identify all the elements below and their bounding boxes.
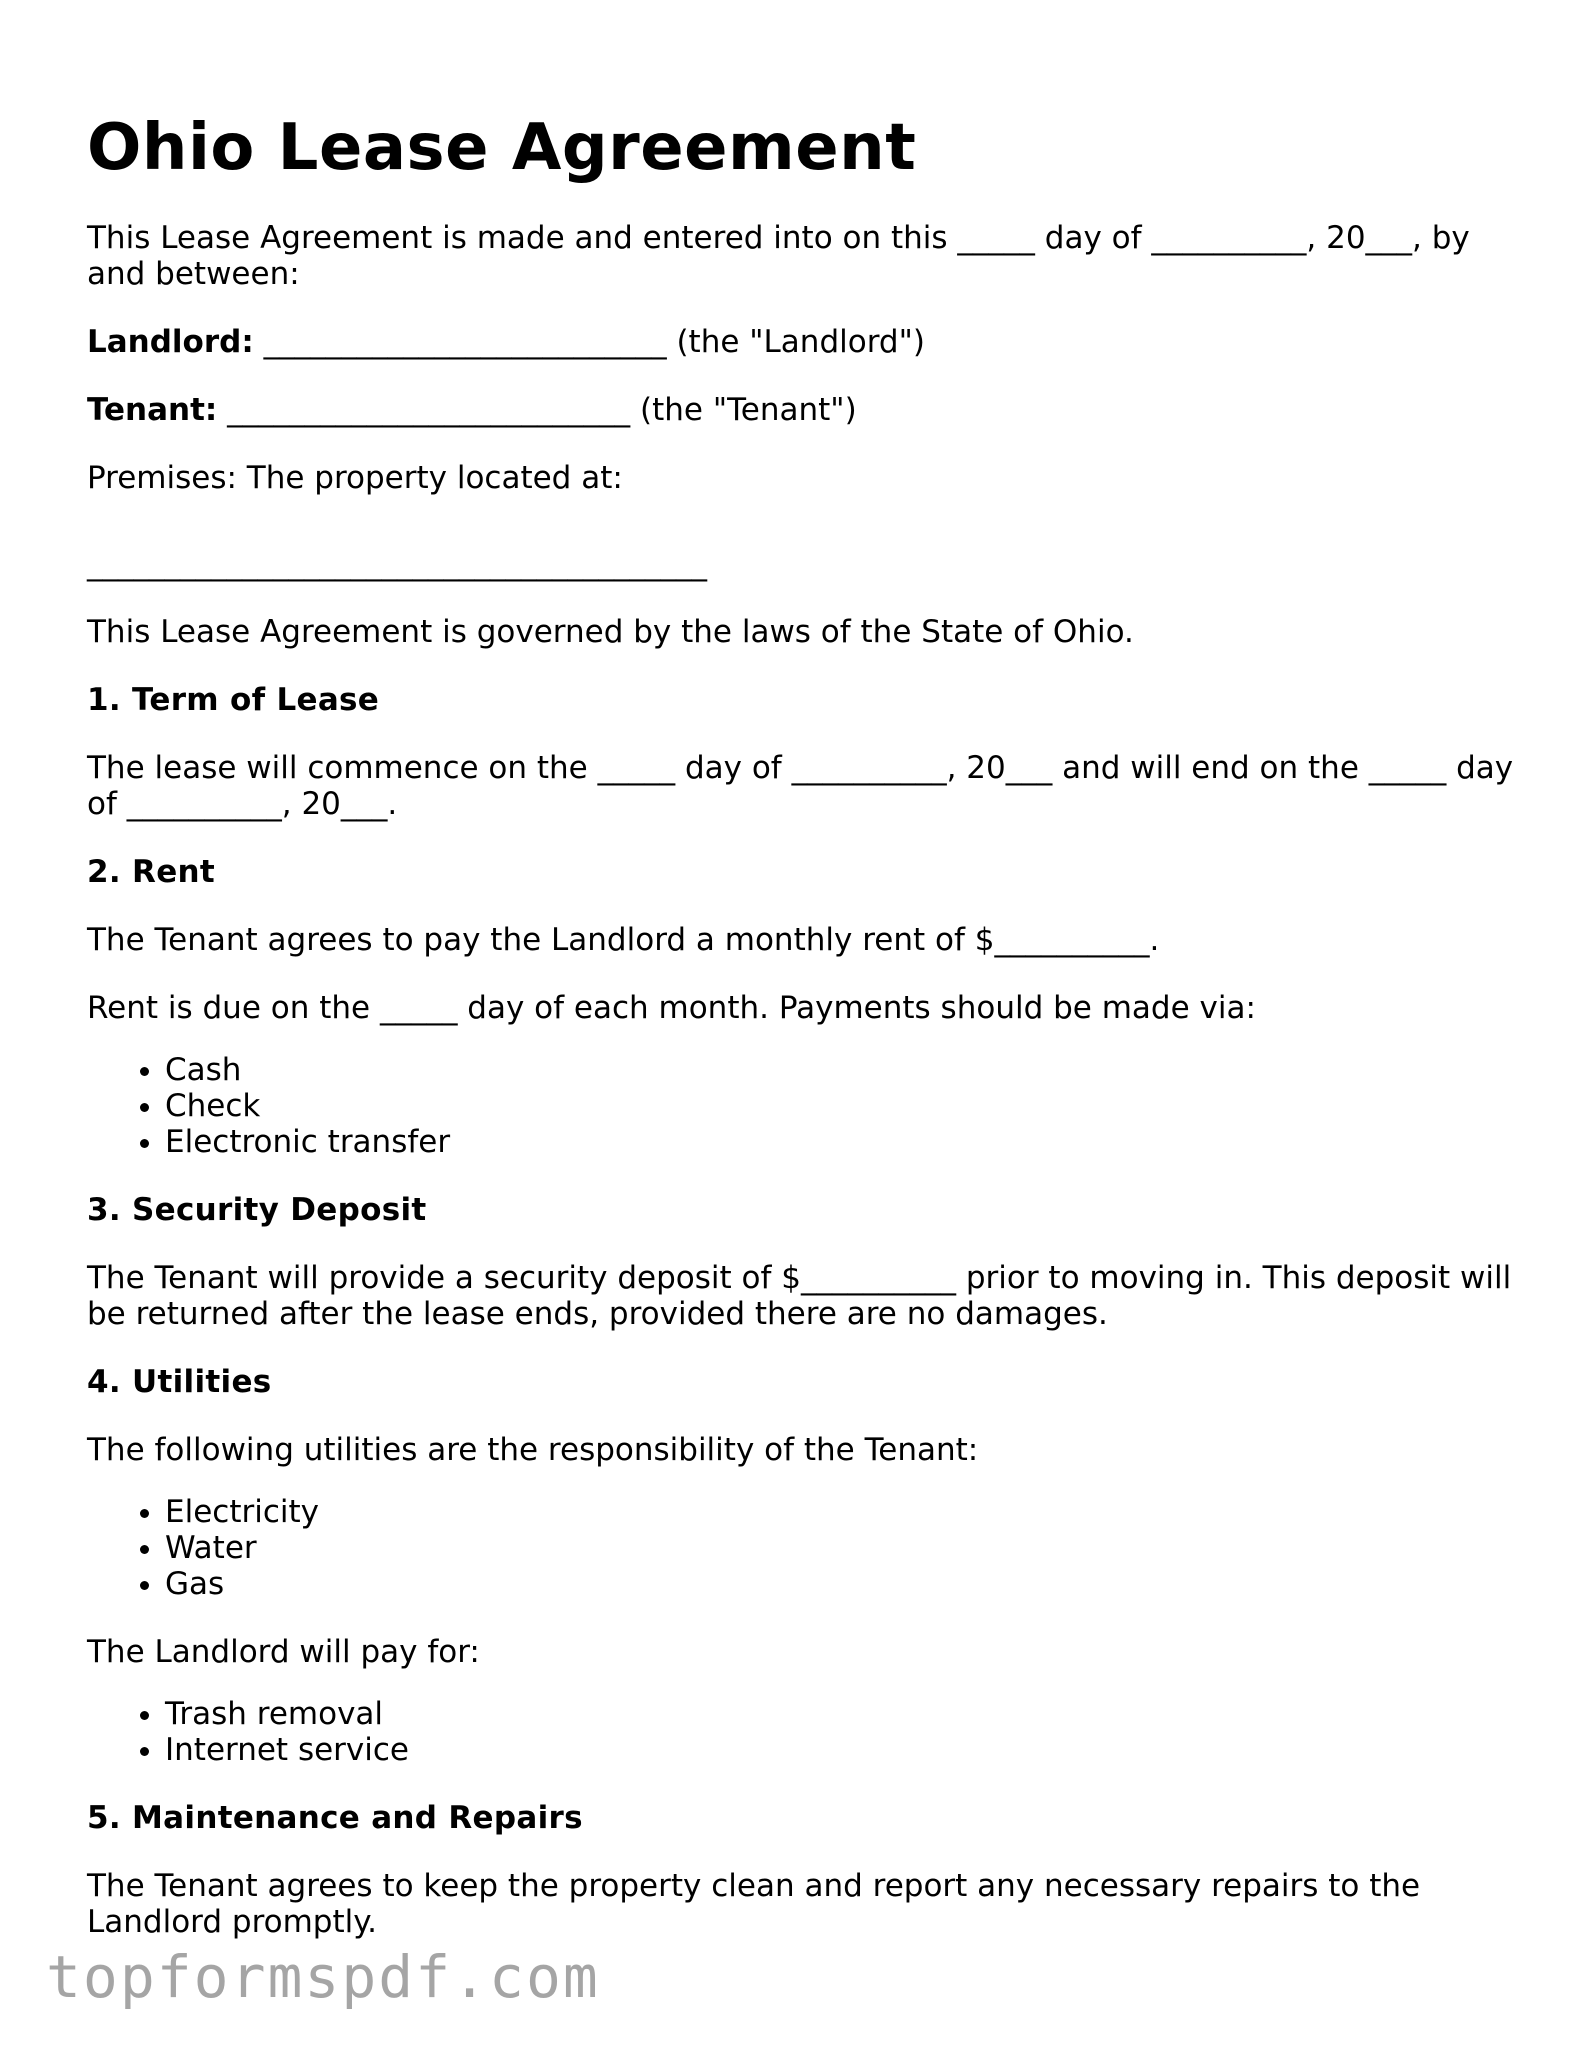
document-page (87, 110, 1517, 1972)
tenant-label: Tenant: (87, 392, 218, 428)
landlord-label: Landlord: (87, 324, 254, 360)
section-maintenance-text: The Tenant agrees to keep the property clean and report any necessary repairs to the Landlord promptly. (87, 1868, 1421, 1940)
tenant-blank: __________________________ (the "Tenant") (217, 392, 857, 428)
section-deposit-heading: 3. Security Deposit (87, 1192, 427, 1228)
section-rent-heading: 2. Rent (87, 854, 216, 890)
section-rent-text: The Tenant agrees to pay the Landlord a monthly rent of $__________. (87, 922, 1160, 958)
payment-methods-list (87, 1052, 1517, 1160)
section-term-text: The lease will commence on the _____ day of __________, 20___ and will end on the _____ day of __________, 20___. (87, 750, 1514, 822)
list-item: • Water (165, 1530, 1517, 1566)
premises-address-line: ________________________________________ (87, 546, 707, 582)
section-utilities-landlord-text: The Landlord will pay for: (87, 1634, 480, 1670)
section-utilities-tenant-text: The following utilities are the responsibility of the Tenant: (87, 1432, 979, 1468)
list-item: • Check (165, 1088, 1517, 1124)
section-utilities-heading: 4. Utilities (87, 1364, 272, 1400)
tenant-line (87, 392, 1517, 428)
list-item: • Internet service (165, 1732, 1517, 1768)
document-title: Ohio Lease Agreement (87, 111, 917, 185)
tenant-utilities-list (87, 1494, 1517, 1602)
landlord-utilities-list (87, 1696, 1517, 1768)
list-item: • Cash (165, 1052, 1517, 1088)
section-maintenance-heading: 5. Maintenance and Repairs (87, 1800, 583, 1836)
landlord-blank: __________________________ (the "Landlord") (253, 324, 925, 360)
section-rent-due-text: Rent is due on the _____ day of each month. Payments should be made via: (87, 990, 1256, 1026)
list-item: • Electricity (165, 1494, 1517, 1530)
section-term-heading: 1. Term of Lease (87, 682, 380, 718)
section-deposit-text: The Tenant will provide a security deposit of $__________ prior to moving in. This deposit will be returned after the lease ends, provided there are no damages. (87, 1260, 1512, 1332)
list-item: • Gas (165, 1566, 1517, 1602)
governing-law-paragraph: This Lease Agreement is governed by the laws of the State of Ohio. (87, 614, 1134, 650)
list-item: • Trash removal (165, 1696, 1517, 1732)
list-item: • Electronic transfer (165, 1124, 1517, 1160)
premises-paragraph: Premises: The property located at: (87, 460, 623, 496)
watermark: topformspdf.com (46, 1943, 600, 2011)
intro-paragraph: This Lease Agreement is made and entered into on this _____ day of __________, 20___, by and between: (87, 220, 1470, 292)
landlord-line (87, 324, 1517, 360)
